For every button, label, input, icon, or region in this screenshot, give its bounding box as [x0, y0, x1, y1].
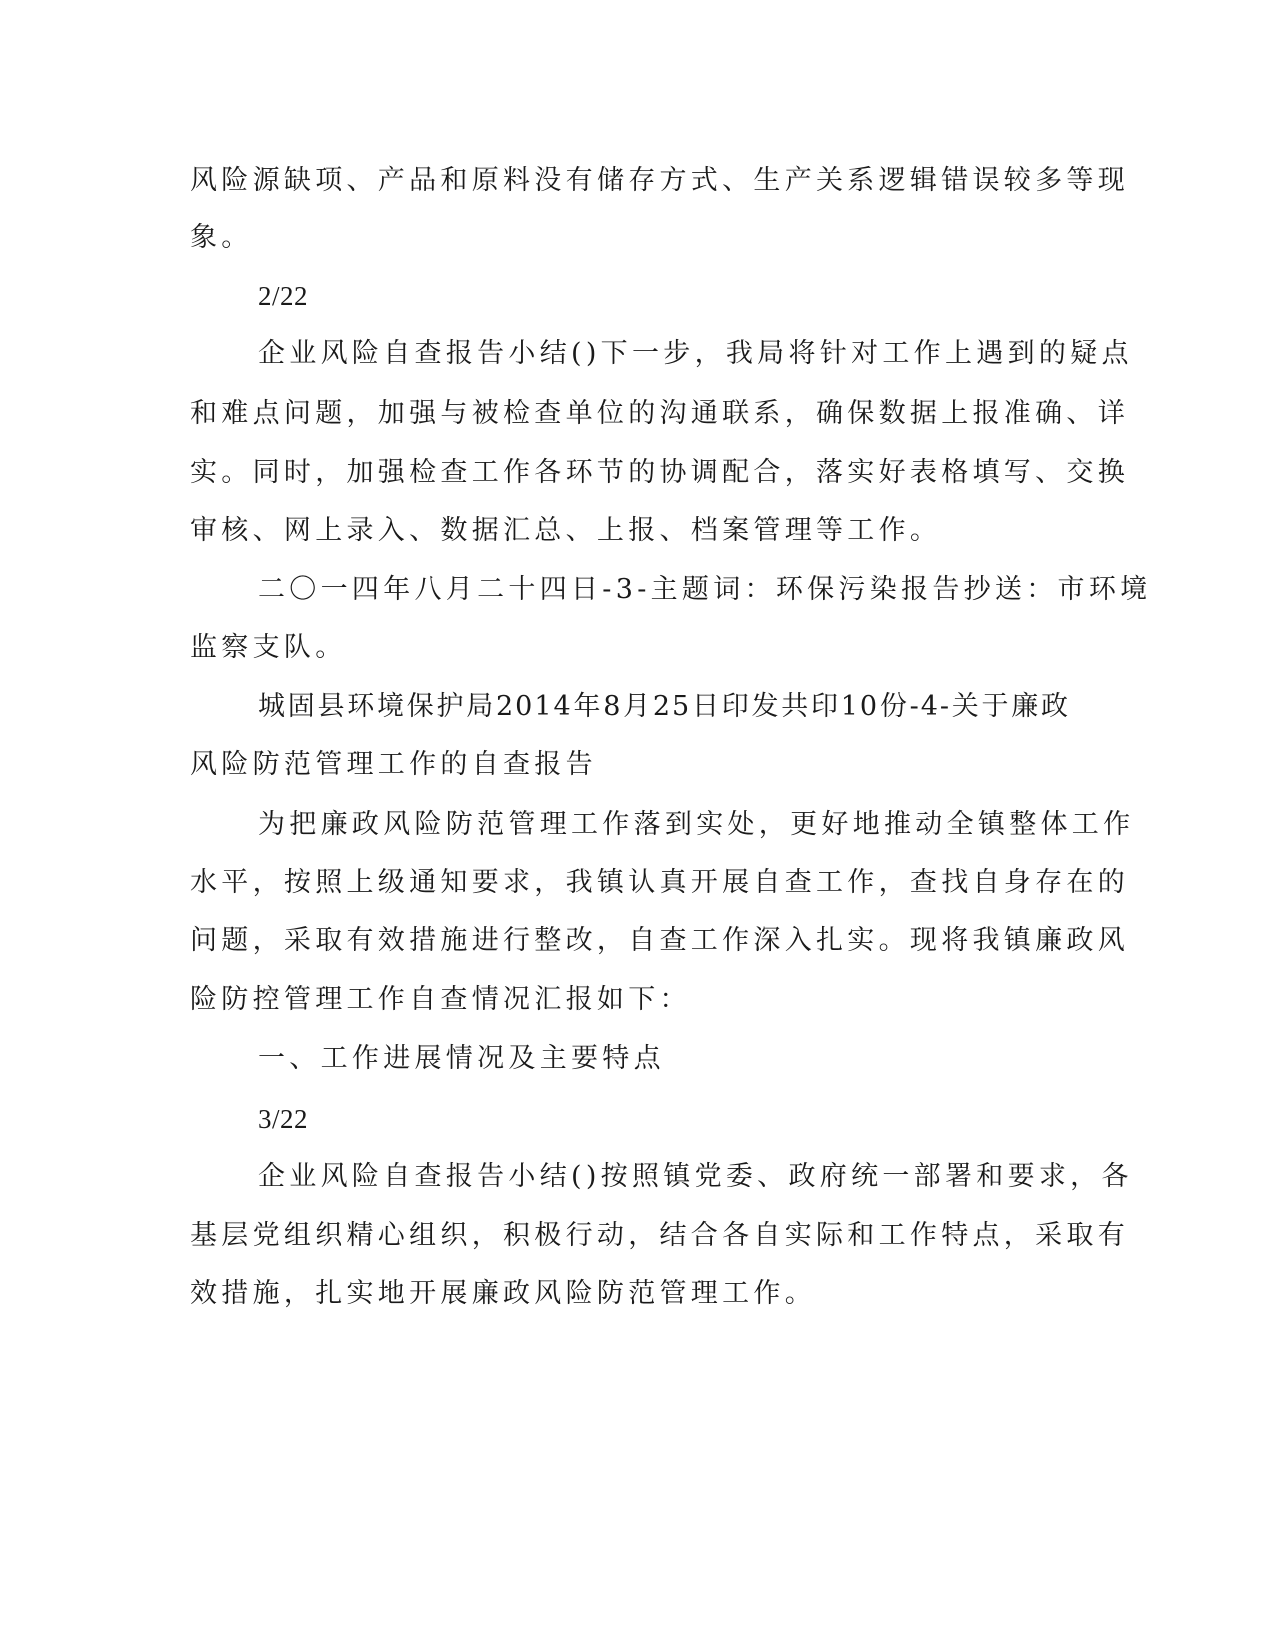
page-number: 2/22 [258, 281, 309, 311]
text-line: 象。 [190, 222, 253, 253]
text-line: 效措施，扎实地开展廉政风险防范管理工作。 [190, 1278, 816, 1309]
text-line: 企业风险自查报告小结()按照镇党委、政府统一部署和要求，各 [258, 1161, 1133, 1192]
text-line: 险防控管理工作自查情况汇报如下： [190, 984, 691, 1015]
text-line: 风险防范管理工作的自查报告 [190, 749, 597, 780]
text-line: 城固县环境保护局2014年8月25日印发共印10份-4-关于廉政 [258, 691, 1070, 722]
page-number: 3/22 [258, 1104, 309, 1134]
text-line: 审核、网上录入、数据汇总、上报、档案管理等工作。 [190, 515, 942, 546]
text-line: 问题，采取有效措施进行整改，自查工作深入扎实。现将我镇廉政风 [190, 925, 1129, 956]
text-line: 风险源缺项、产品和原料没有储存方式、生产关系逻辑错误较多等现 [190, 165, 1129, 196]
text-line: 为把廉政风险防范管理工作落到实处，更好地推动全镇整体工作 [258, 809, 1135, 840]
text-line: 监察支队。 [190, 632, 347, 663]
text-line: 实。同时，加强检查工作各环节的协调配合，落实好表格填写、交换 [190, 457, 1129, 488]
text-line: 水平，按照上级通知要求，我镇认真开展自查工作，查找自身存在的 [190, 867, 1129, 898]
text-line: 基层党组织精心组织，积极行动，结合各自实际和工作特点，采取有 [190, 1220, 1129, 1251]
text-line: 和难点问题，加强与被检查单位的沟通联系，确保数据上报准确、详 [190, 398, 1129, 429]
text-line: 企业风险自查报告小结()下一步，我局将针对工作上遇到的疑点 [258, 338, 1133, 369]
section-heading: 一、工作进展情况及主要特点 [258, 1043, 665, 1074]
text-line: 二〇一四年八月二十四日-3-主题词：环保污染报告抄送：市环境 [258, 574, 1152, 605]
